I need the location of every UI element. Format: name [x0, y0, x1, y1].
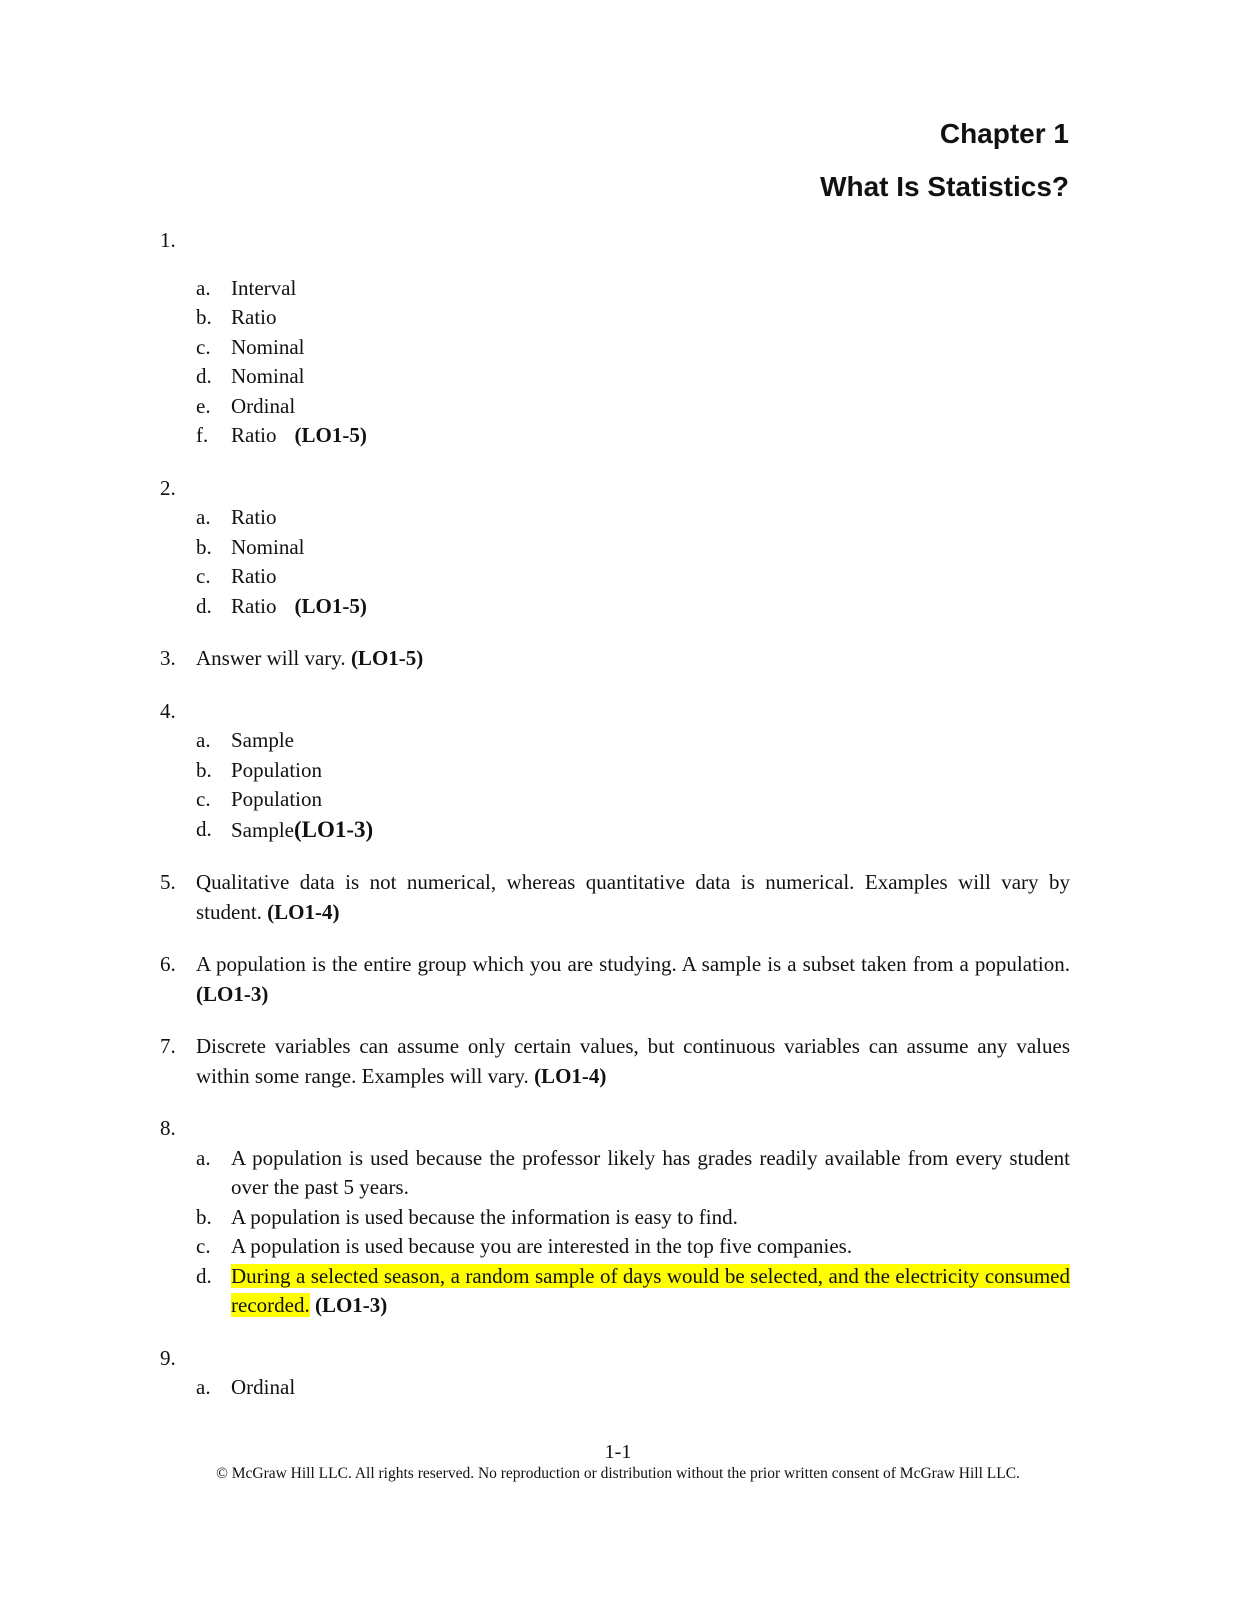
learning-objective-tag: (LO1-4) [534, 1063, 607, 1088]
answer-text [196, 1032, 1070, 1091]
question-number: 4. [160, 698, 176, 723]
chapter-subtitle: What Is Statistics? [820, 171, 1069, 202]
question-1 [160, 226, 1070, 451]
sub-letter: a. [196, 1145, 211, 1170]
sub-answer [196, 392, 1070, 422]
sub-letter: a. [196, 275, 211, 300]
question-2 [160, 474, 1070, 622]
sub-answer-list [196, 274, 1070, 451]
question-number: 7. [160, 1034, 176, 1058]
question-4 [160, 697, 1070, 846]
sub-letter: f. [196, 423, 209, 447]
sub-text: Sample [231, 817, 294, 842]
sub-letter: b. [196, 1204, 212, 1229]
sub-text: Nominal [231, 334, 305, 359]
learning-objective-tag: (LO1-5) [294, 593, 367, 618]
sub-text: A population is used because the professor likely has grades readily available from every student over the past 5 years. [231, 1145, 1070, 1199]
learning-objective-tag: (LO1-4) [267, 899, 340, 924]
sub-text: Nominal [231, 364, 305, 388]
sub-answer [196, 726, 1070, 756]
sub-letter: d. [196, 364, 212, 388]
question-number: 1. [160, 228, 176, 252]
sub-answer [196, 1144, 1070, 1203]
sub-answer [196, 503, 1070, 533]
question-6 [160, 950, 1070, 1009]
sub-text: Ratio [231, 305, 277, 329]
learning-objective-tag: (LO1-5) [350, 646, 424, 670]
sub-answer [196, 756, 1070, 786]
answer-text [196, 868, 1070, 927]
sub-answer [196, 1203, 1070, 1233]
sub-text: Ratio [231, 423, 277, 447]
sub-letter: a. [196, 1375, 211, 1399]
sub-answer [196, 1232, 1070, 1262]
sub-letter: a. [196, 505, 211, 529]
sub-answer [196, 592, 1070, 622]
sub-letter: b. [196, 534, 212, 559]
question-number: 3. [160, 646, 176, 670]
sub-answer [196, 274, 1070, 304]
sub-answer [196, 785, 1070, 815]
sub-letter: d. [196, 1263, 212, 1288]
sub-answer [196, 421, 1070, 451]
sub-letter: d. [196, 816, 212, 841]
sub-text: Ordinal [231, 1375, 296, 1399]
sub-answer [196, 562, 1070, 592]
answer-text [196, 950, 1070, 1009]
question-9 [160, 1344, 1070, 1403]
sub-text: Ratio [231, 564, 277, 588]
copyright-notice: © McGraw Hill LLC. All rights reserved. No reproduction or distribution without the prior written consent of McGraw Hill LLC. [216, 1465, 1020, 1482]
learning-objective-tag: (LO1-3) [294, 816, 374, 842]
question-8 [160, 1114, 1070, 1321]
question-7 [160, 1032, 1070, 1091]
sub-text: A population is used because the information is easy to find. [231, 1204, 738, 1229]
answer-body: Discrete variables can assume only certain values, but continuous variables can assume any values within some range. Examples will vary. [196, 1034, 1070, 1088]
sub-answer [196, 533, 1070, 563]
sub-text: Interval [231, 275, 297, 300]
answer-body: A population is the entire group which you are studying. A sample is a subset taken from a population. [196, 952, 1070, 976]
sub-answer [196, 303, 1070, 333]
sub-letter: c. [196, 334, 211, 359]
sub-text: A population is used because you are interested in the top five companies. [231, 1234, 853, 1258]
sub-letter: c. [196, 1234, 211, 1258]
learning-objective-tag: (LO1-3) [314, 1293, 388, 1317]
chapter-title: Chapter 1 [939, 118, 1069, 149]
answer-list [160, 226, 1070, 1403]
sub-text: Ratio [231, 593, 277, 618]
answer-body: Answer will vary. [196, 646, 346, 670]
sub-answer [196, 362, 1070, 392]
sub-text: Ratio [231, 505, 277, 529]
question-5 [160, 868, 1070, 927]
learning-objective-tag: (LO1-3) [196, 981, 269, 1006]
question-3 [160, 644, 1070, 674]
sub-letter: b. [196, 757, 212, 782]
sub-letter: c. [196, 787, 211, 811]
sub-letter: b. [196, 305, 212, 329]
sub-letter: c. [196, 564, 211, 588]
sub-answer [196, 333, 1070, 363]
sub-answer [196, 815, 1070, 846]
answer-text [196, 644, 1070, 674]
sub-text: Population [231, 787, 323, 811]
question-number: 8. [160, 1116, 176, 1140]
learning-objective-tag: (LO1-5) [294, 423, 367, 447]
highlighted-text: During a selected season, a random sample of days would be selected, and the electricity consumed recorded. [231, 1263, 1070, 1317]
page-number: 1-1 [604, 1441, 632, 1463]
sub-text: Population [231, 757, 323, 782]
answer-body: Qualitative data is not numerical, whereas quantitative data is numerical. Examples will vary by student. [196, 870, 1070, 924]
question-number: 6. [160, 952, 176, 976]
sub-text: Ordinal [231, 393, 296, 418]
sub-letter: d. [196, 593, 212, 618]
sub-letter: a. [196, 728, 211, 752]
sub-answer [196, 1262, 1070, 1321]
sub-letter: e. [196, 393, 211, 418]
question-number: 5. [160, 870, 176, 894]
sub-text: Nominal [231, 534, 305, 559]
question-number: 2. [160, 475, 176, 500]
sub-text: Sample [231, 728, 294, 752]
sub-answer [196, 1373, 1070, 1403]
question-number: 9. [160, 1345, 176, 1370]
